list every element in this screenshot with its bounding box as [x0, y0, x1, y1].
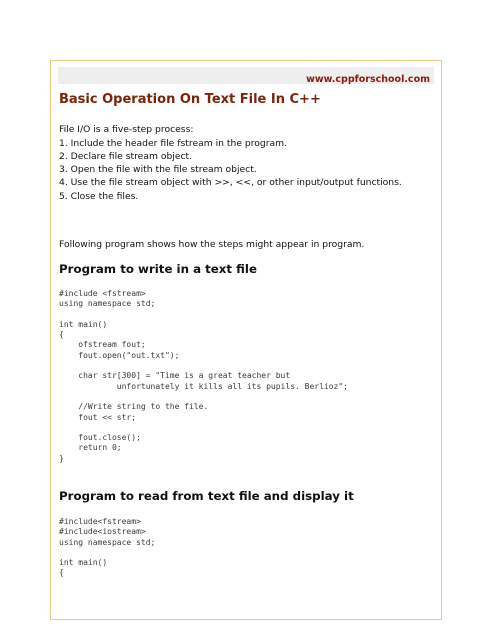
read-section-heading: Program to read from text file and display it	[59, 489, 354, 503]
read-code-block: #include<fstream> #include<iostream> using namespace std; int main() {	[59, 517, 156, 578]
step-item: 3. Open the file with the file stream object.	[59, 164, 257, 176]
step-item: 1. Include the header file fstream in the program.	[59, 137, 288, 149]
page-frame	[50, 60, 442, 620]
page-title: Basic Operation On Text File In C++	[59, 92, 321, 107]
step-item: 5. Close the files.	[59, 190, 139, 202]
intro-text: File I/O is a five-step process:	[59, 124, 194, 135]
site-header-bar	[58, 67, 434, 84]
steps-list	[59, 137, 402, 203]
step-item: 4. Use the file stream object with >>, <<, or other input/output functions.	[59, 177, 402, 189]
site-link[interactable]: www.cppforschool.com	[306, 74, 430, 85]
write-section-heading: Program to write in a text file	[59, 262, 257, 276]
step-item: 2. Declare file stream object.	[59, 150, 193, 162]
write-code-block: #include <fstream> using namespace std; int main() { ofstream fout; fout.open("out.txt"); char str[300] = "Time is a great teacher but unfortunately it kills all its pupils. Berlioz"; //Write string to the file. fout << str; fout.close(); return 0; }	[59, 289, 348, 463]
following-text: Following program shows how the steps might appear in program.	[59, 239, 365, 250]
